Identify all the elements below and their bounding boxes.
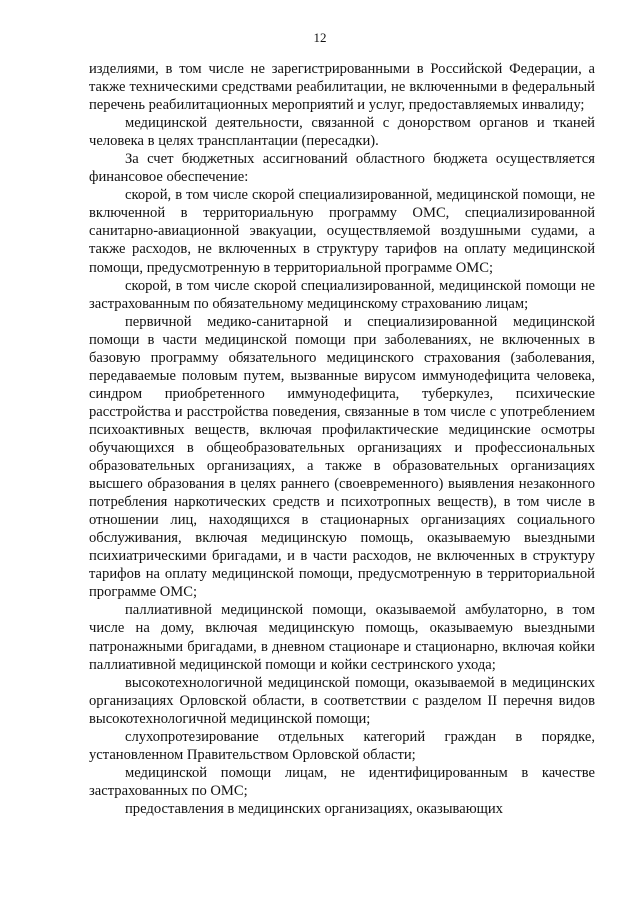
paragraph-emergency-care: скорой, в том числе скорой специализированной, медицинской помощи, не включенной в территориальную программу ОМС, специализированной санитарно-авиационной эвакуации, осуществляемой воздушными судами, а также расходов, не включенных в структуру тарифов на оплату медицинской помощи, предусмотренную в территориальной программе ОМС; [89,187,595,276]
paragraph-donation: медицинской деятельности, связанной с донорством органов и тканей человека в целях трансплантации (пересадки). [89,115,595,150]
paragraph-funding-intro: За счет бюджетных ассигнований областного бюджета осуществляется финансовое обеспечение: [89,151,595,186]
paragraph-continuation: изделиями, в том числе не зарегистрированными в Российской Федерации, а также техническими средствами реабилитации, не включенными в федеральный перечень реабилитационных мероприятий и услуг, предоставляемых инвалиду; [89,61,595,114]
document-body [89,60,595,818]
paragraph-provision: предоставления в медицинских организациях, оказывающих [125,800,503,817]
paragraph-unidentified-persons: медицинской помощи лицам, не идентифицированным в качестве застрахованных по ОМС; [89,764,595,799]
page-number: 12 [313,30,327,45]
paragraph-primary-care: первичной медико-санитарной и специализированной медицинской помощи в части медицинской помощи при заболеваниях, не включенных в базовую программу обязательного медицинского страхования (заболевания, передаваемые половым путем, вызванные вирусом иммунодефицита человека, синдром приобретенного иммунодефицита, туберкулез, психические расстройства и расстройства поведения, связанные в том числе с употреблением психоактивных веществ, включая профилактические медицинские осмотры обучающихся в общеобразовательных организациях и профессиональных образовательных организациях, а также в образовательных организациях высшего образования в целях раннего (своевременного) выявления незаконного потребления наркотических средств и психотропных веществ), в том числе в отношении лиц, находящихся в стационарных организациях социального обслуживания, включая медицинскую помощь, оказываемую выездными психиатрическими бригадами, и в части расходов, не включенных в структуру тарифов на оплату медицинской помощи, предусмотренную в территориальной программе ОМС; [89,313,595,601]
paragraph-palliative-care: паллиативной медицинской помощи, оказываемой амбулаторно, в том числе на дому, включая медицинскую помощь, оказываемую выездными патронажными бригадами, в дневном стационаре и стационарно, включая койки паллиативной медицинской помощи и койки сестринского ухода; [89,602,595,673]
paragraph-high-tech-care: высокотехнологичной медицинской помощи, оказываемой в медицинских организациях Орловской области, в соответствии с разделом II перечня видов высокотехнологичной медицинской помощи; [89,674,595,727]
paragraph-emergency-uninsured: скорой, в том числе скорой специализированной, медицинской помощи не застрахованным по обязательному медицинскому страхованию лицам; [89,277,595,312]
paragraph-hearing-prosthetics: слухопротезирование отдельных категорий граждан в порядке, установленном Правительством Орловской области; [89,728,595,763]
